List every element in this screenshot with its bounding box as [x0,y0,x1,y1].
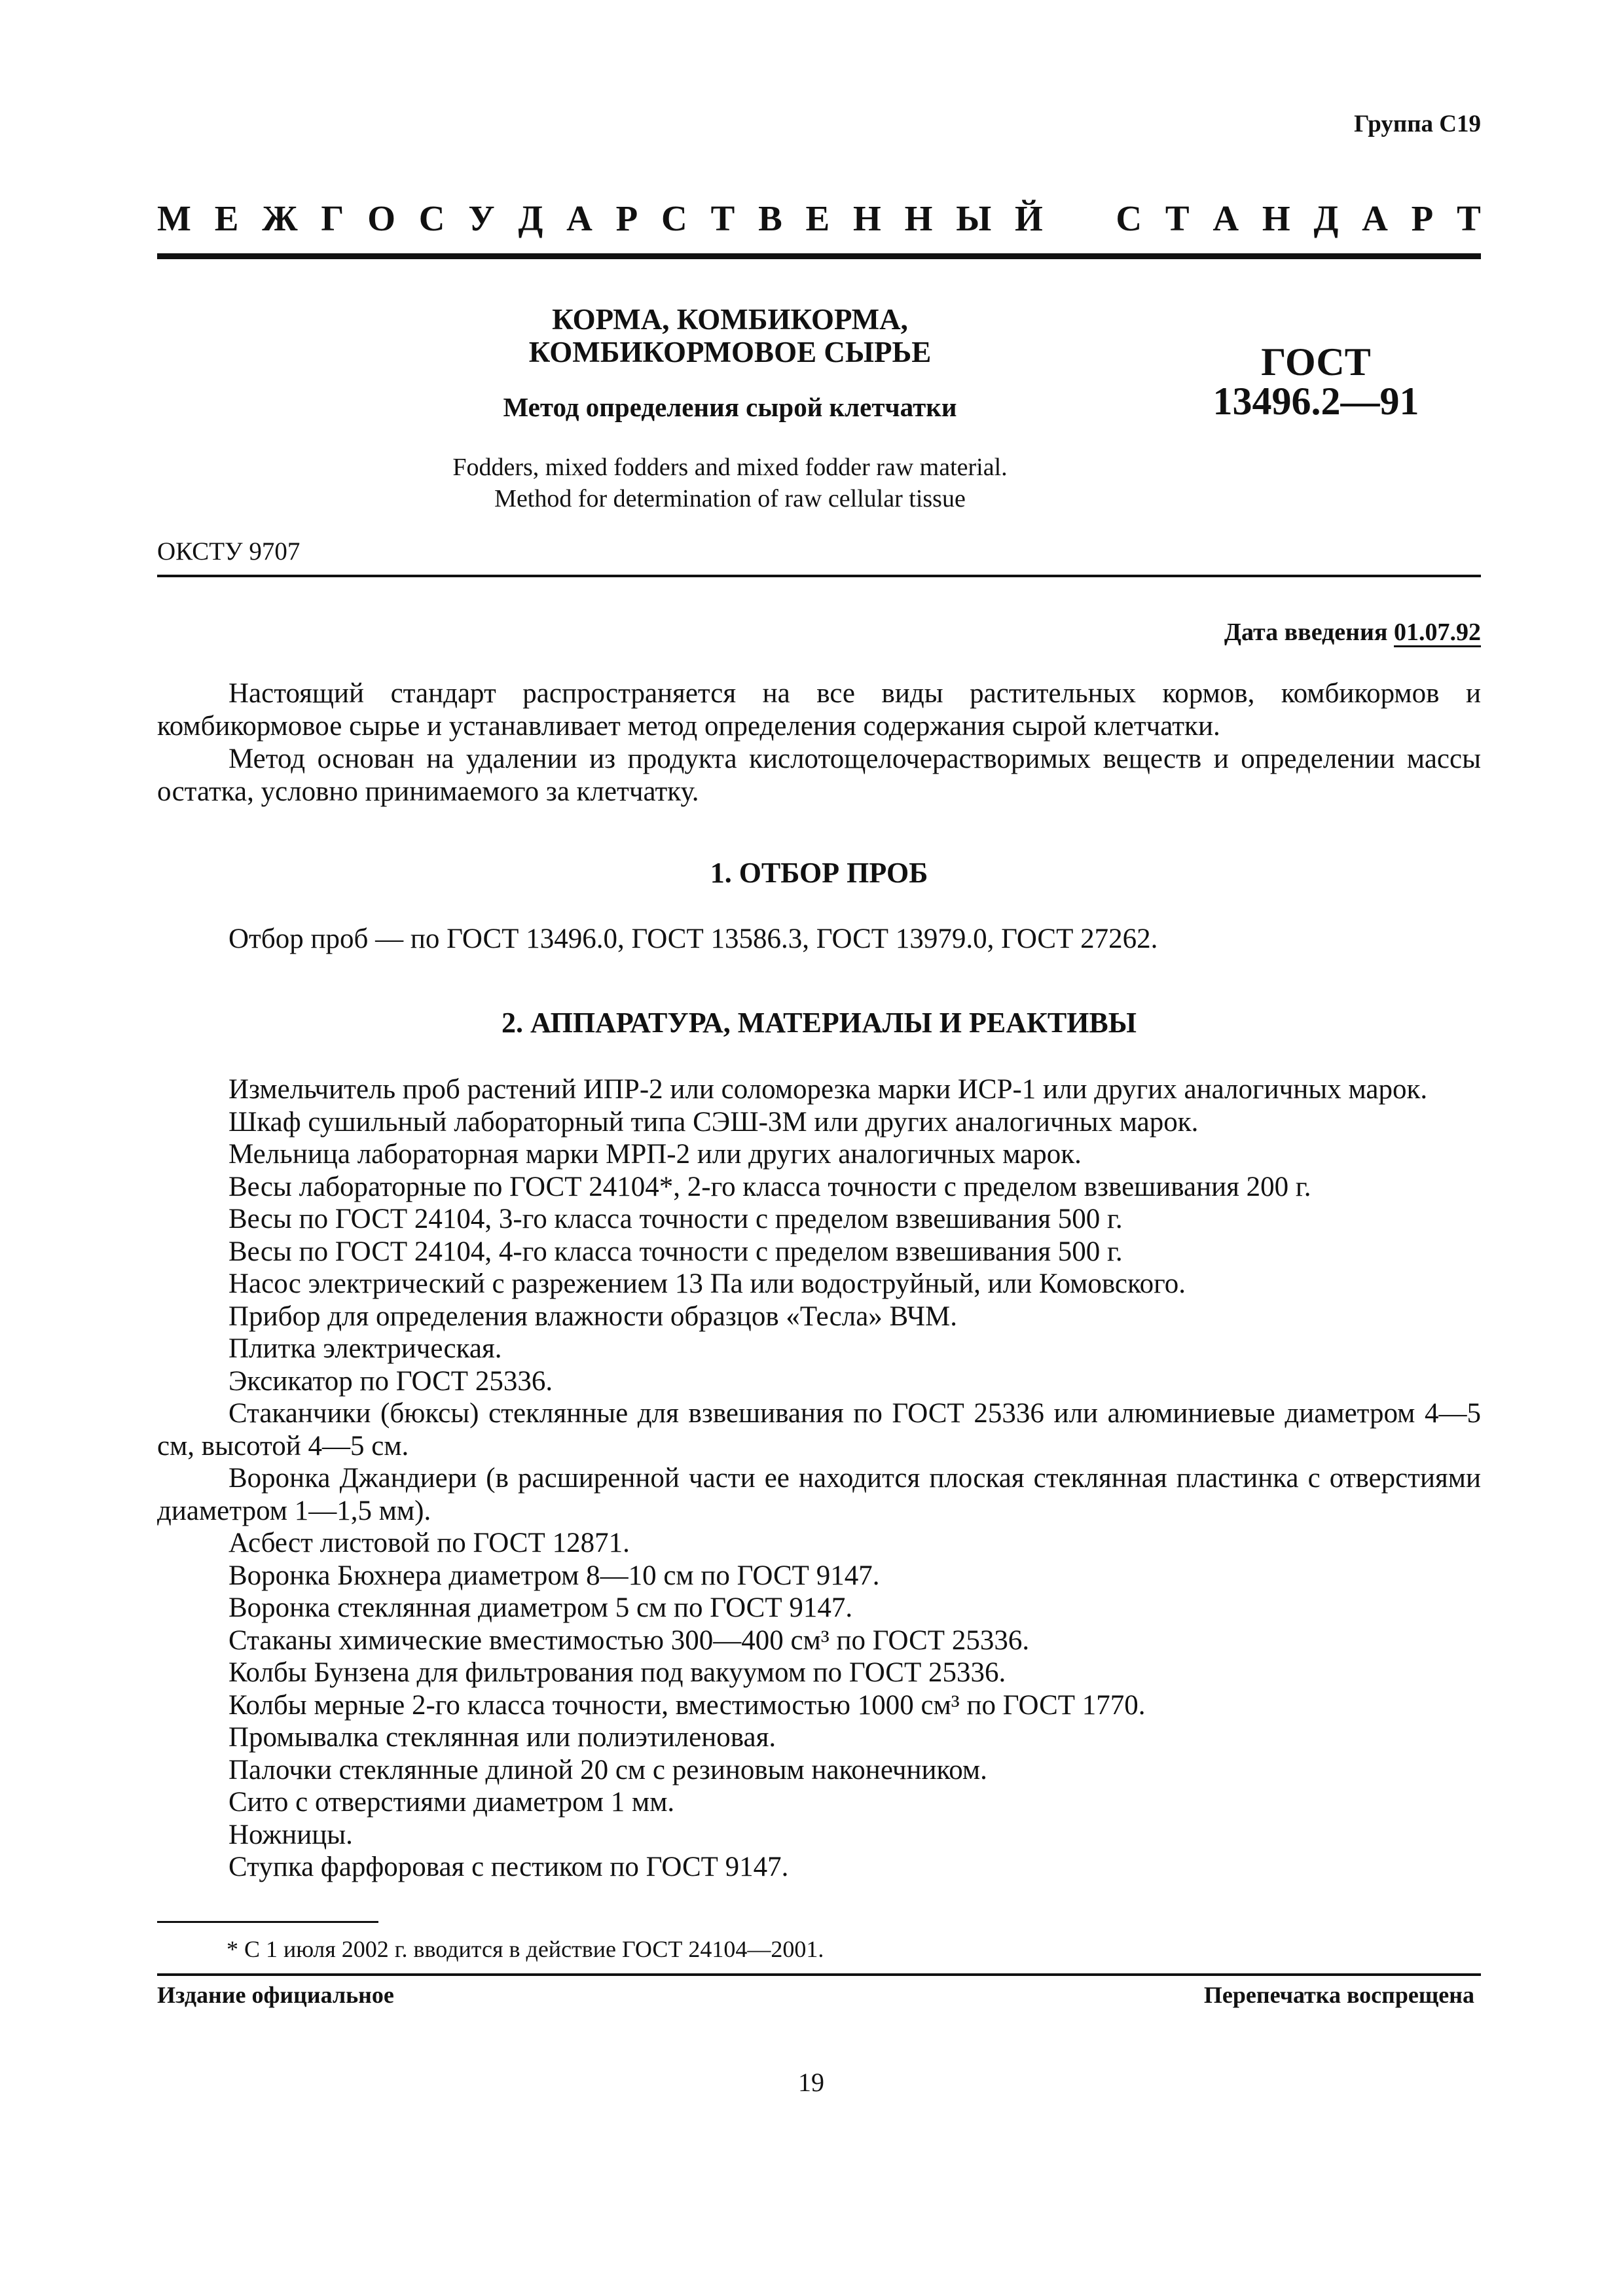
list-item: Весы по ГОСТ 24104, 3-го класса точности с пределом взвешивания 500 г. [228,1204,1123,1234]
list-item: Весы лабораторные по ГОСТ 24104*, 2-го класса точности с пределом взвешивания 200 г. [228,1171,1311,1202]
list-item: Весы по ГОСТ 24104, 4-го класса точности с пределом взвешивания 500 г. [228,1236,1123,1267]
banner-letter: С [661,198,687,238]
banner-letter: Е [214,198,239,238]
sampling-text: Отбор проб — по ГОСТ 13496.0, ГОСТ 13586.3, ГОСТ 13979.0, ГОСТ 27262. [228,924,1158,954]
english-title-line-1: Fodders, mixed fodders and mixed fodder raw material. [452,454,1008,481]
banner-letter: С [1116,198,1142,238]
banner-letter: Т [710,198,735,238]
banner-letter: Д [518,198,543,238]
list-item: Ножницы. [228,1819,353,1850]
page-number: 19 [798,2068,824,2097]
intro-paragraph: Настоящий стандарт распространяется на все виды растительных кормов, комбикормов и комбикормовое сырье и устанавливает метод определения содержания сырой клетчатки. [157,678,1481,742]
banner-letter: Ы [956,198,992,238]
effective-date-value: 01.07.92 [1394,619,1481,646]
apparatus-list [157,1073,1481,1884]
list-item: Шкаф сушильный лабораторный типа СЭШ-3М или других аналогичных марок. [228,1106,1199,1138]
list-item: Мельница лабораторная марки МРП-2 или других аналогичных марок. [228,1139,1082,1170]
section-2-heading: 2. АППАРАТУРА, МАТЕРИАЛЫ И РЕАКТИВЫ [501,1007,1137,1039]
reprint-notice: Перепечатка воспрещена [1203,1982,1474,2008]
gost-number: 13496.2—91 [1213,380,1419,423]
section-1-body [157,923,1481,956]
intro-paragraph: Метод основан на удалении из продукта кислотощелочерастворимых веществ и определении массы остатка, условно принимаемого за клетчатку. [157,744,1481,807]
group-code: Группа С19 [1354,111,1481,137]
banner-letter: Г [321,198,344,238]
list-item: Колбы мерные 2-го класса точности, вместимостью 1000 см³ по ГОСТ 1770. [228,1689,1146,1721]
english-title [354,452,1106,514]
list-item: Стаканы химические вместимостью 300—400 см³ по ГОСТ 25336. [228,1624,1030,1656]
list-item: Эксикатор по ГОСТ 25336. [228,1365,553,1397]
footer-rule [157,1973,1481,1976]
list-item: Плитка электрическая. [228,1333,502,1364]
banner-letter: Е [805,198,830,238]
list-item: Стаканчики (бюксы) стеклянные для взвешивания по ГОСТ 25336 или алюминиевые диаметром 4—5 см, высотой 4—5 см. [157,1398,1481,1462]
list-item: Воронка Джандиери (в расширенной части ее находится плоская стеклянная пластинка с отверстиями диаметром 1—1,5 мм). [157,1463,1481,1526]
footnote-rule [157,1921,378,1923]
intro-block [157,677,1481,808]
english-title-line-2: Method for determination of raw cellular tissue [494,485,966,512]
banner-letter: А [1362,198,1388,238]
banner-letter: Й [1015,198,1043,238]
okstu-code: ОКСТУ 9707 [157,537,301,565]
list-item: Измельчитель проб растений ИПР-2 или соломорезка марки ИСР-1 или других аналогичных марок. [228,1074,1428,1105]
banner-word-gap [1067,198,1093,239]
banner-letter: С [418,198,445,238]
gost-label: ГОСТ [1261,340,1371,384]
method-title: Метод определения сырой клетчатки [503,392,957,422]
banner-letter: Н [904,198,933,238]
banner-letter: Ж [262,198,298,238]
banner-letter: О [367,198,395,238]
banner-letter: У [468,198,495,238]
title-rule [157,575,1481,577]
title-line-1: КОРМА, КОМБИКОРМА, [552,303,908,336]
list-item: Колбы Бунзена для фильтрования под вакуумом по ГОСТ 25336. [228,1657,1006,1688]
banner-letter: А [1213,198,1239,238]
banner-letter: Т [1165,198,1190,238]
banner-letter: Н [853,198,881,238]
list-item: Промывалка стеклянная или полиэтиленовая. [228,1722,776,1753]
standard-banner [157,198,1481,239]
list-item: Насос электрический с разрежением 13 Па или водоструйный, или Комовского. [228,1268,1186,1299]
footnote: * С 1 июля 2002 г. вводится в действие ГОСТ 24104—2001. [227,1936,824,1962]
banner-letter: В [758,198,782,238]
banner-letter: М [157,198,191,238]
list-item: Асбест листовой по ГОСТ 12871. [228,1528,630,1558]
list-item: Палочки стеклянные длиной 20 см с резиновым наконечником. [228,1754,987,1785]
banner-letter: Д [1313,198,1339,238]
list-item: Воронка Бюхнера диаметром 8—10 см по ГОСТ 9147. [228,1560,880,1591]
banner-letter: Т [1457,198,1481,238]
list-item: Сито с отверстиями диаметром 1 мм. [228,1787,675,1818]
header-rule [157,253,1481,259]
list-item: Воронка стеклянная диаметром 5 см по ГОСТ 9147. [228,1592,853,1623]
list-item: Ступка фарфоровая с пестиком по ГОСТ 9147. [228,1852,789,1882]
effective-date [982,618,1481,647]
official-edition: Издание официальное [157,1982,394,2008]
banner-letter: Р [615,198,638,238]
list-item: Прибор для определения влажности образцов «Тесла» ВЧМ. [228,1300,958,1332]
banner-letter: А [566,198,593,238]
effective-date-label: Дата введения [1224,619,1388,646]
title-line-2: КОМБИКОРМОВОЕ СЫРЬЕ [528,336,932,368]
banner-letter: Р [1411,198,1434,238]
banner-letter: Н [1262,198,1290,238]
section-1-heading: 1. ОТБОР ПРОБ [710,857,928,889]
